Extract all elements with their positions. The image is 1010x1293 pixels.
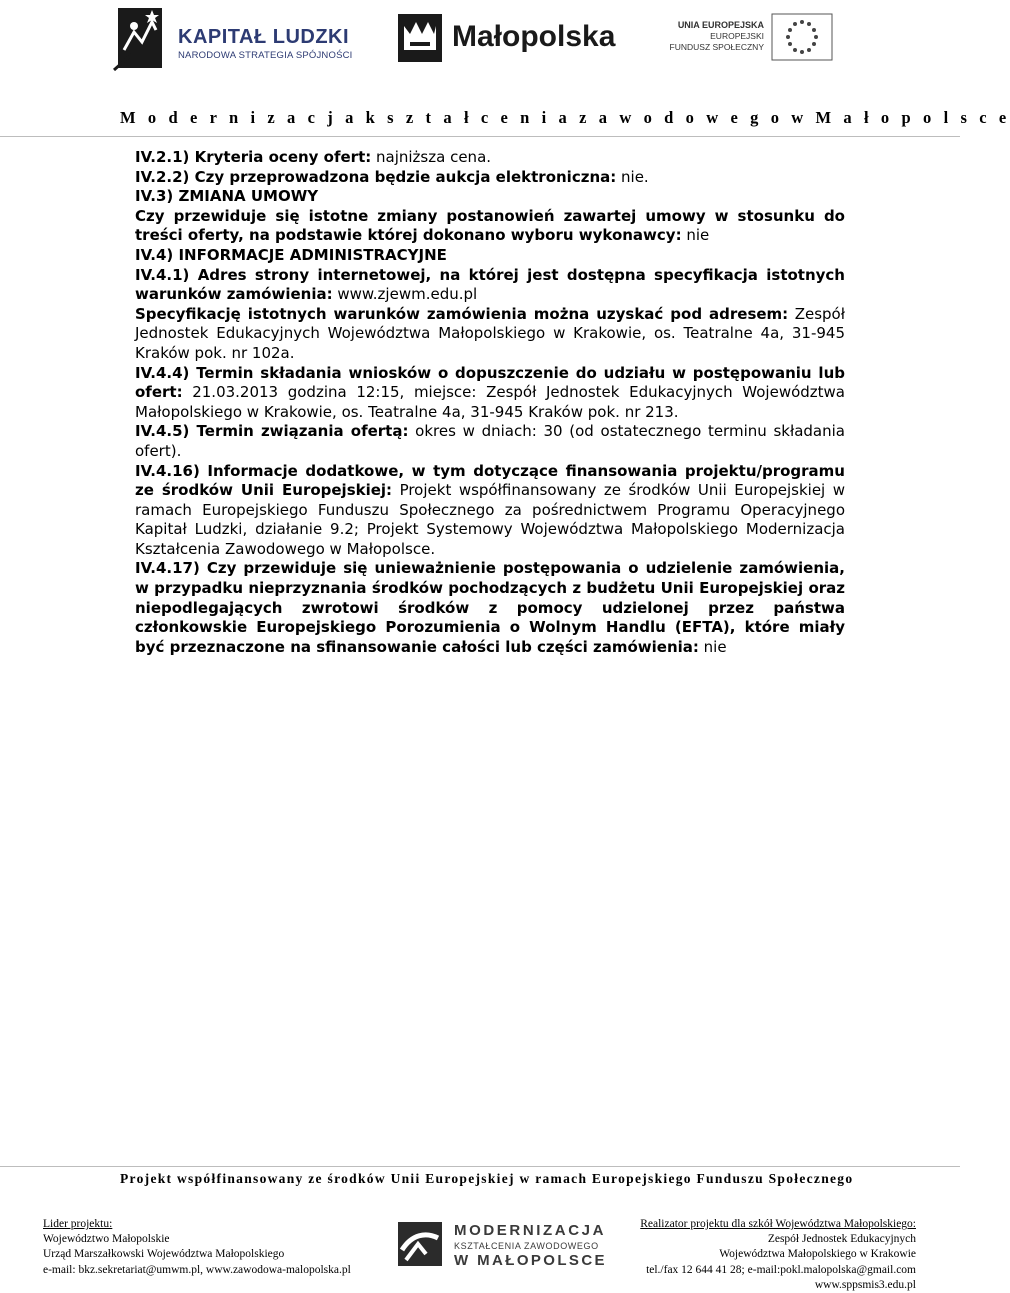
project-leader-info	[43, 1217, 383, 1278]
eu-line-1: UNIA EUROPEJSKA	[677, 20, 764, 30]
section-iv-3-question-value: nie	[681, 226, 710, 245]
eu-logo-text	[668, 20, 764, 53]
malopolska-logo-icon	[396, 10, 444, 66]
running-title: M o d e r n i z a c j a k s z t a ł c e n i a z a w o d o w e g o w M a ł o p o l s c e	[120, 108, 1010, 127]
section-iv-4-17	[135, 559, 845, 657]
section-iv-4-5	[135, 422, 845, 461]
cofinancing-note: Projekt współfinansowany ze środków Unii Europejskiej w ramach Europejskiego Funduszu Społecznego	[120, 1171, 854, 1186]
section-iv-3-question	[135, 207, 845, 246]
modernizacja-line-2: KSZTAŁCENIA ZAWODOWEGO	[454, 1241, 599, 1251]
section-iv-4-heading-text: IV.4) INFORMACJE ADMINISTRACYJNE	[135, 245, 447, 264]
footer-divider	[0, 1166, 960, 1167]
modernizacja-line-1: MODERNIZACJA	[454, 1222, 607, 1239]
section-iv-4-4-label: IV.4.4) Termin składania wniosków o dopuszczenie do udziału w postępowaniu lub ofert:	[135, 363, 845, 402]
modernizacja-logo-icon	[396, 1220, 444, 1268]
section-iv-4-5-value: okres w dniach: 30 (od ostatecznego terminu składania ofert).	[135, 422, 845, 460]
section-iv-4-5-label: IV.4.5) Termin związania ofertą:	[135, 422, 409, 441]
project-leader-line-1: Województwo Małopolskie	[43, 1233, 170, 1246]
section-iv-4-17-label: IV.4.17) Czy przewiduje się unieważnienie postępowania o udzielenie zamówienia, w przypadku nieprzyznania środków pochodzących z budżetu Unii Europejskiej oraz niepodlegających zwrotowi środków z pomocy udzielonej przez państwa członkowskie Europejskiego Porozumienia o Wolnym Handlu (EFTA), które miały być przeznaczone na sfinansowanie całości lub części zamówienia:	[135, 559, 845, 656]
malopolska-logo	[396, 10, 626, 66]
section-iv-4-4	[135, 364, 845, 423]
section-iv-4-16	[135, 462, 845, 560]
eu-logo	[668, 12, 838, 68]
section-iv-4-heading	[135, 246, 845, 266]
section-iv-4-1-spec-value: Zespół Jednostek Edukacyjnych Województwa Małopolskiego w Krakowie, os. Teatralne 4a, 31-945 Kraków pok. nr 102a.	[135, 304, 845, 362]
section-iv-2-1	[135, 148, 845, 168]
document-body	[135, 148, 845, 657]
kapital-ludzki-subtitle: NARODOWA STRATEGIA SPÓJNOŚCI	[178, 50, 353, 61]
kapital-ludzki-logo-icon	[112, 4, 172, 74]
section-iv-3-heading	[135, 187, 845, 207]
header-divider	[0, 136, 960, 137]
project-leader-line-2: Urząd Marszałkowski Województwa Małopolskiego	[43, 1248, 285, 1261]
modernizacja-line-3: W MAŁOPOLSCE	[454, 1252, 607, 1269]
section-iv-4-16-label: IV.4.16) Informacje dodatkowe, w tym dotyczące finansowania projektu/programu ze środków Unii Europejskiej:	[135, 461, 845, 500]
project-implementer-heading: Realizator projektu dla szkół Województwa Małopolskiego:	[640, 1218, 916, 1230]
kapital-ludzki-logo	[112, 4, 352, 74]
kapital-ludzki-title: KAPITAŁ LUDZKI	[178, 26, 350, 48]
project-implementer-line-2: Województwa Małopolskiego w Krakowie	[719, 1248, 916, 1261]
eu-flag-icon	[772, 14, 832, 60]
eu-line-3: FUNDUSZ SPOŁECZNY	[669, 42, 764, 52]
project-implementer-line-1: Zespół Jednostek Edukacyjnych	[767, 1233, 916, 1246]
section-iv-2-2-label: IV.2.2) Czy przeprowadzona będzie aukcja elektroniczna:	[135, 167, 617, 186]
section-iv-4-4-value: 21.03.2013 godzina 12:15, miejsce: Zespół Jednostek Edukacyjnych Województwa Małopolskiego w Krakowie, os. Teatralne 4a, 31-945 Kraków pok. nr 213.	[135, 383, 845, 421]
section-iv-3-heading-text: IV.3) ZMIANA UMOWY	[135, 187, 319, 206]
section-iv-3-question-label: Czy przewiduje się istotne zmiany postanowień zawartej umowy w stosunku do treści oferty, na podstawie której dokonano wyboru wykonawcy:	[135, 206, 845, 245]
section-iv-4-17-value: nie	[698, 637, 727, 656]
section-iv-2-2	[135, 168, 845, 188]
project-leader-heading: Lider projektu:	[43, 1218, 113, 1230]
project-implementer-info	[576, 1217, 916, 1293]
section-iv-2-1-label: IV.2.1) Kryteria oceny ofert:	[135, 148, 372, 166]
project-leader-line-3: e-mail: bkz.sekretariat@umwm.pl, www.zawodowa-malopolska.pl	[43, 1263, 351, 1276]
section-iv-4-1	[135, 266, 845, 305]
project-implementer-line-3: tel./fax 12 644 41 28; e-mail:pokl.malopolska@gmail.com	[646, 1263, 916, 1276]
section-iv-2-2-value: nie.	[616, 167, 649, 186]
section-iv-4-16-value: Projekt współfinansowany ze środków Unii Europejskiej w ramach Europejskiego Funduszu Społecznego za pośrednictwem Programu Operacyjnego Kapitał Ludzki, działanie 9.2; Projekt Systemowy Województwa Małopolskiego Modernizacja Kształcenia Zawodowego w Małopolsce.	[135, 481, 845, 558]
section-iv-4-1-label: IV.4.1) Adres strony internetowej, na której jest dostępna specyfikacja istotnych warunków zamówienia:	[135, 265, 845, 304]
section-iv-4-1-spec	[135, 305, 845, 364]
eu-line-2: EUROPEJSKI	[710, 31, 764, 41]
section-iv-4-1-spec-label: Specyfikację istotnych warunków zamówienia można uzyskać pod adresem:	[135, 304, 789, 323]
section-iv-4-1-value: www.zjewm.edu.pl	[332, 285, 478, 304]
project-implementer-line-4: www.sppsmis3.edu.pl	[814, 1278, 916, 1291]
section-iv-2-1-value: najniższa cena.	[371, 148, 492, 166]
malopolska-title: Małopolska	[452, 20, 616, 53]
header-logos	[0, 0, 960, 80]
